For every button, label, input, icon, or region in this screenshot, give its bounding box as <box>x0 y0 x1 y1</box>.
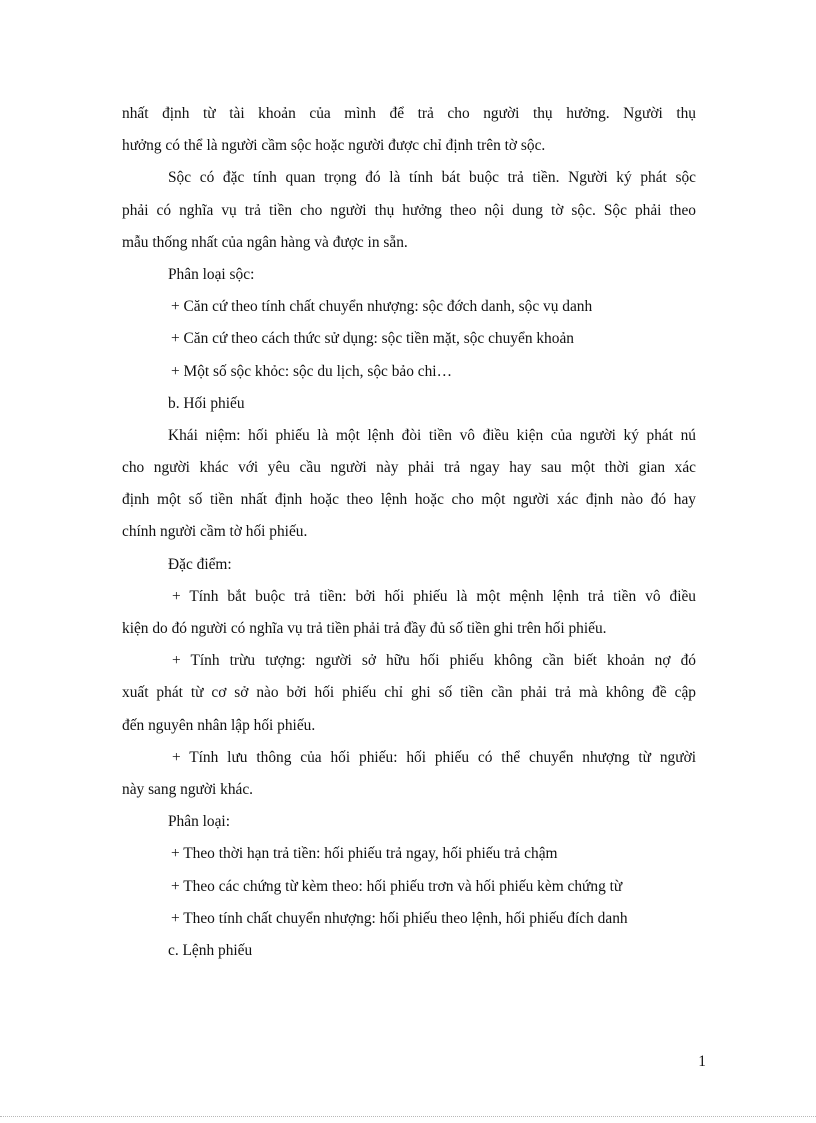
bullet-item: + Tính lưu thông của hối phiếu: hối phiếu có thể chuyển nhượng từ người <box>172 748 696 766</box>
bullet-item: + Tính bắt buộc trả tiền: bởi hối phiếu là một mệnh lệnh trả tiền vô điều <box>172 587 696 605</box>
section-heading: Đặc điểm: <box>168 555 232 573</box>
text-line: xuất phát từ cơ sở nào bởi hối phiếu chỉ ghi số tiền cần phải trả mà không đề cập <box>122 684 696 702</box>
text-line: Khái niệm: hối phiếu là một lệnh đòi tiền vô điều kiện của người ký phát nú <box>168 426 696 444</box>
text-line: phải có nghĩa vụ trả tiền cho người thụ hưởng theo nội dung tờ sộc. Sộc phải theo <box>122 201 696 219</box>
page-number: 1 <box>698 1053 706 1070</box>
text-line: này sang người khác. <box>122 780 254 798</box>
page-bottom-divider <box>0 1116 816 1117</box>
bullet-item: + Theo thời hạn trả tiền: hối phiếu trả ngay, hối phiếu trả chậm <box>171 845 558 863</box>
section-heading: Phân loại: <box>168 813 230 831</box>
body-text <box>122 98 696 967</box>
bullet-item: + Theo các chứng từ kèm theo: hối phiếu trơn và hối phiếu kèm chứng từ <box>171 877 623 895</box>
text-line: kiện do đó người có nghĩa vụ trả tiền phải trả đầy đủ số tiền ghi trên hối phiếu. <box>122 620 607 637</box>
section-heading: b. Hối phiếu <box>168 394 245 412</box>
text-line: chính người cầm tờ hối phiếu. <box>122 523 308 541</box>
bullet-item: + Theo tính chất chuyển nhượng: hối phiếu theo lệnh, hối phiếu đích danh <box>171 909 628 927</box>
text-line: định một số tiền nhất định hoặc theo lệnh hoặc cho một người xác định nào đó hay <box>122 491 696 509</box>
text-line: Sộc có đặc tính quan trọng đó là tính bát buộc trả tiền. Người ký phát sộc <box>168 169 696 187</box>
bullet-item: + Một số sộc khỏc: sộc du lịch, sộc bảo chi… <box>171 362 452 380</box>
bullet-item: + Tính trừu tượng: người sở hữu hối phiếu không cần biết khoản nợ đó <box>172 652 696 670</box>
text-line: nhất định từ tài khoản của mình để trả cho người thụ hưởng. Người thụ <box>122 105 696 122</box>
text-line: cho người khác với yêu cầu người này phải trả ngay hay sau một thời gian xác <box>122 459 696 477</box>
text-line: đến nguyên nhân lập hối phiếu. <box>122 716 316 734</box>
section-heading: Phân loại sộc: <box>168 265 255 283</box>
bullet-item: + Căn cứ theo cách thức sử dụng: sộc tiền mặt, sộc chuyển khoản <box>171 330 574 348</box>
bullet-item: + Căn cứ theo tính chất chuyển nhượng: sộc đớch danh, sộc vụ danh <box>171 298 593 316</box>
text-line: mẫu thống nhất của ngân hàng và được in sẵn. <box>122 233 408 251</box>
text-line: hưởng có thể là người cầm sộc hoặc người được chỉ định trên tờ sộc. <box>122 137 546 155</box>
section-heading: c. Lệnh phiếu <box>168 941 253 959</box>
